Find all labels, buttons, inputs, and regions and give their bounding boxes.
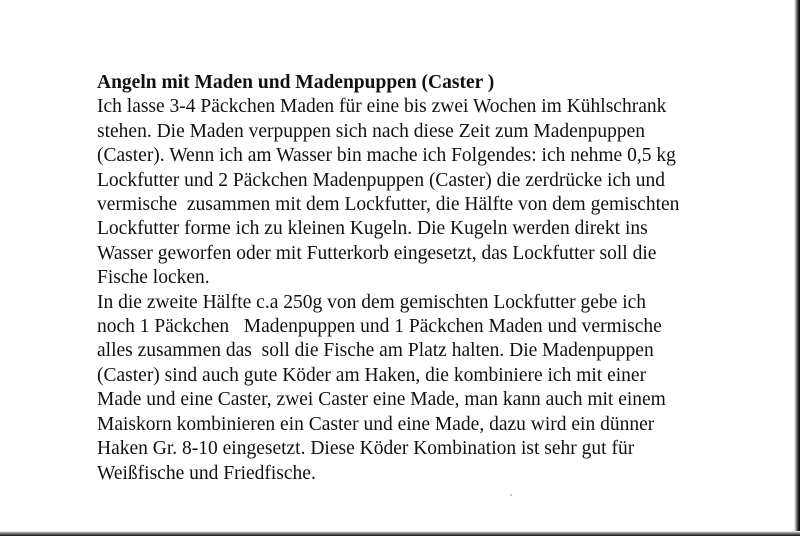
text-line: Made und eine Caster, zwei Caster eine Made, man kann auch mit einem <box>97 389 666 411</box>
text-line: In die zweite Hälfte c.a 250g von dem gemischten Lockfutter gebe ich <box>97 291 647 313</box>
text-line: alles zusammen das soll die Fische am Platz halten. Die Madenpuppen <box>97 340 654 362</box>
text-line: Haken Gr. 8-10 eingesetzt. Diese Köder Kombination ist sehr gut für <box>97 438 635 460</box>
text-line: (Caster). Wenn ich am Wasser bin mache ich Folgendes: ich nehme 0,5 kg <box>97 145 676 167</box>
text-line: Wasser geworfen oder mit Futterkorb eingesetzt, das Lockfutter soll die <box>97 242 657 264</box>
text-line: vermische zusammen mit dem Lockfutter, die Hälfte von dem gemischten <box>97 194 680 216</box>
text-line: Ich lasse 3-4 Päckchen Maden für eine bis zwei Wochen im Kühlschrank <box>97 96 667 118</box>
scan-speck <box>510 494 512 496</box>
text-line: Weißfische und Friedfische. <box>97 462 316 484</box>
text-line: Fische locken. <box>97 267 210 289</box>
scan-edge-bottom <box>0 531 800 536</box>
text-line: Maiskorn kombinieren ein Caster und eine Made, dazu wird ein dünner <box>97 413 655 435</box>
text-line: stehen. Die Maden verpuppen sich nach diese Zeit zum Madenpuppen <box>97 120 645 142</box>
text-line: noch 1 Päckchen Madenpuppen und 1 Päckchen Maden und vermische <box>97 316 662 338</box>
document-body <box>97 71 737 486</box>
scan-edge-right <box>794 0 800 536</box>
text-line: (Caster) sind auch gute Köder am Haken, die kombiniere ich mit einer <box>97 364 647 386</box>
document-title: Angeln mit Maden und Madenpuppen (Caster ) <box>97 72 495 93</box>
text-line: Lockfutter und 2 Päckchen Madenpuppen (Caster) die zerdrücke ich und <box>97 169 665 191</box>
text-line: Lockfutter forme ich zu kleinen Kugeln. Die Kugeln werden direkt ins <box>97 218 648 240</box>
